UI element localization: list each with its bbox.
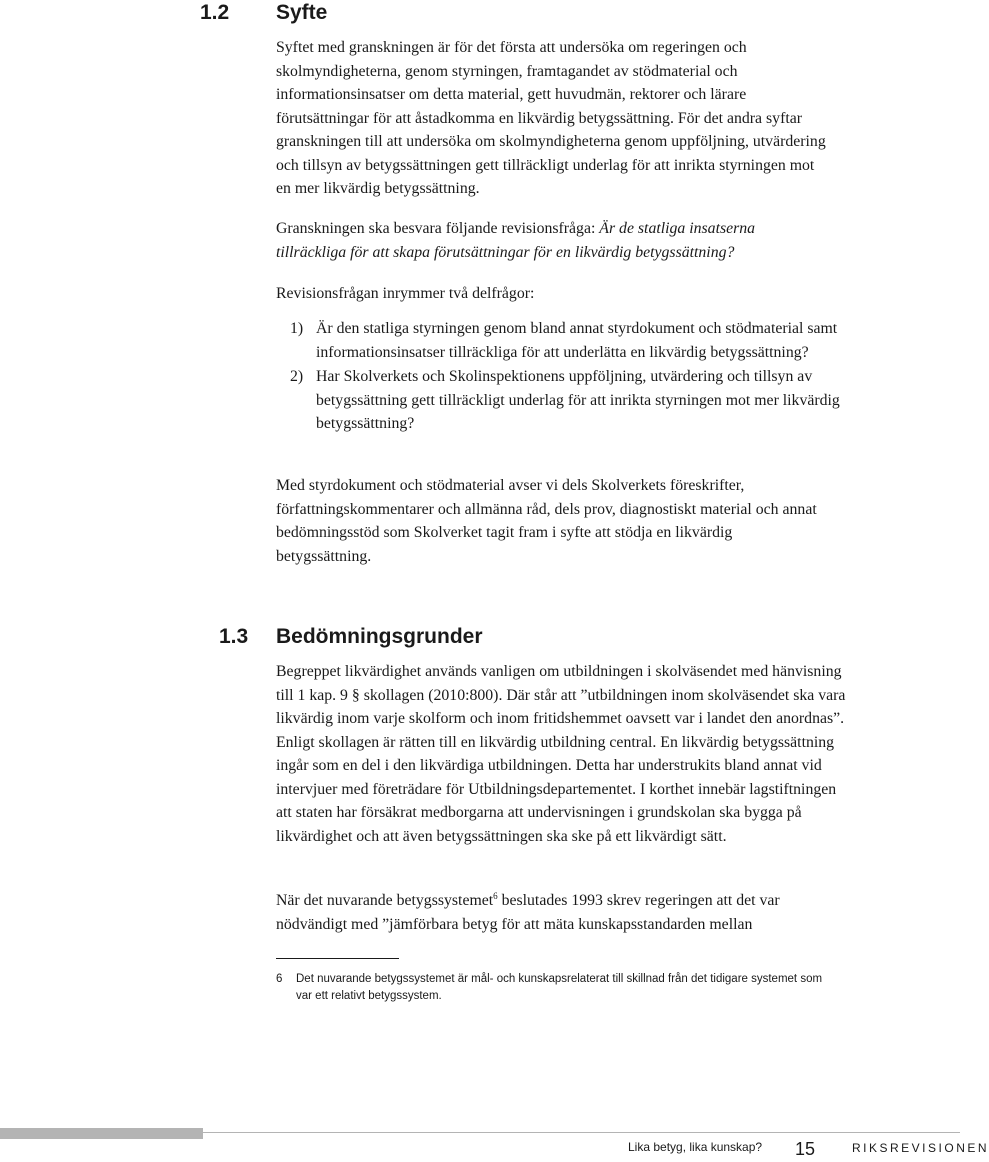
footnote — [276, 971, 836, 1005]
body-paragraph: Syftet med granskningen är för det första att undersöka om regeringen och skolmyndigheterna, genom styrningen, framtagandet av stödmaterial och informationsinsatser om detta material, gett huvudmän, rektorer och lärare förutsättningar för att åstadkomma en likvärdig betygssättning. För det andra syftar granskningen till att undersöka om skolmyndigheterna genom uppföljning, utvärdering och tillsyn av betygssättningen gett tillräckligt underlag för att inrikta styrningen mot en mer likvärdig betygssättning. — [276, 39, 826, 197]
footer-rule — [203, 1132, 960, 1133]
paragraph-text: När det nuvarande betygssystemet — [276, 892, 494, 909]
footnote-text: Det nuvarande betygssystemet är mål- och kunskapsrelaterat till skillnad från det tidigare systemet som var ett relativt betygssystem. — [296, 973, 823, 1002]
page-number: 15 — [795, 1139, 816, 1159]
body-paragraph — [276, 889, 846, 936]
section-heading: Syfte — [276, 1, 328, 24]
subquestion-list — [276, 317, 846, 436]
footer-accent-bar — [0, 1128, 203, 1139]
section-heading: Bedömningsgrunder — [276, 625, 483, 648]
body-paragraph: Med styrdokument och stödmaterial avser vi dels Skolverkets föreskrifter, författningskommentarer och allmänna råd, dels prov, diagnostiskt material och annat bedömningsstöd som Skolverket tagit fram i syfte att stödja en likvärdig betygssättning. — [276, 477, 817, 565]
footnote-divider — [276, 958, 399, 959]
body-paragraph: Revisionsfrågan inrymmer två delfrågor: — [276, 285, 535, 302]
list-marker: 1) — [290, 320, 304, 337]
question-lead: Granskningen ska besvara följande revisionsfråga: — [276, 220, 600, 237]
footnote-number: 6 — [276, 973, 283, 985]
footnote-reference: 6 — [493, 891, 498, 901]
list-marker: 2) — [290, 368, 304, 385]
section-number: 1.3 — [219, 625, 249, 648]
footer-organization: RIKSREVISIONEN — [852, 1141, 989, 1155]
section-number: 1.2 — [200, 1, 230, 24]
body-paragraph: Begreppet likvärdighet används vanligen om utbildningen i skolväsendet med hänvisning till 1 kap. 9 § skollagen (2010:800). Där står att ”utbildningen inom skolväsendet ska vara likvärdig inom varje skolform och inom fritidshemmet oavsett var i landet den anordnas”. Enligt skollagen är rätten till en likvärdig utbildning central. En likvärdig betygssättning ingår som en del i den likvärdiga utbildningen. Detta har understrukits bland annat vid intervjuer med företrädare för Utbildningsdepartementet. I korthet innebär lagstiftningen att staten har försäkrat medborgarna att undervisningen i grundskolan ska bygga på likvärdighet och att även betygssättningen ska ske på ett likvärdigt sätt. — [276, 663, 846, 845]
body-paragraph — [276, 217, 816, 264]
footer-book-title: Lika betyg, lika kunskap? — [628, 1140, 763, 1154]
paragraph-text: beslutades 1993 skrev regeringen att det var nödvändigt med ”jämförbara betyg för att mäta kunskapsstandarden mellan — [276, 892, 780, 933]
list-item — [276, 317, 846, 364]
list-item-text: Har Skolverkets och Skolinspektionens uppföljning, utvärdering och tillsyn av betygssättning gett tillräckligt underlag för att inrikta styrningen mot mer likvärdig betygssättning? — [316, 368, 840, 432]
revision-question: Är de statliga insatserna tillräckliga för att skapa förutsättningar för en likvärdig betygssättning? — [276, 220, 756, 261]
list-item-text: Är den statliga styrningen genom bland annat styrdokument och stödmaterial samt informationsinsatser tillräckliga för att underlätta en likvärdig betygssättning? — [316, 320, 838, 361]
list-item — [276, 365, 846, 436]
